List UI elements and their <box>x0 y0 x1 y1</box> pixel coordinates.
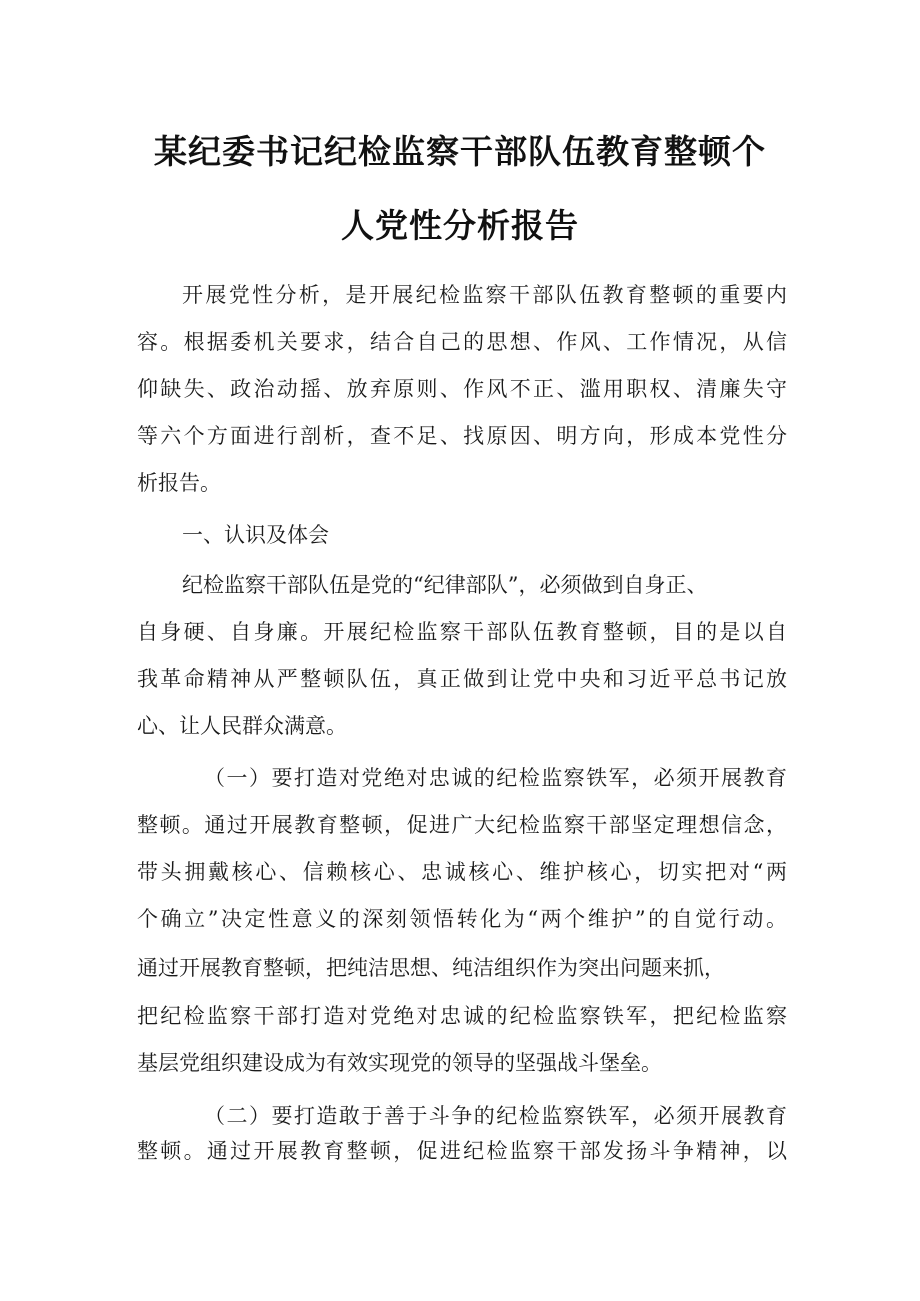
paragraph-line: 心、让人民群众满意。 <box>137 714 347 738</box>
paragraph-line: 等六个方面进行剖析，查不足、找原因、明方向，形成本党性分 <box>137 424 787 448</box>
paragraph-line: 开展党性分析，是开展纪检监察干部队伍教育整顿的重要内 <box>182 283 787 307</box>
paragraph-line: 基层党组织建设成为有效实现党的领导的坚强战斗堡垒。 <box>137 1051 662 1075</box>
paragraph-line: 容。根据委机关要求，结合自己的思想、作风、工作情况，从信 <box>137 330 787 354</box>
paragraph-line: 仰缺失、政治动摇、放弃原则、作风不正、滥用职权、清廉失守 <box>137 377 787 401</box>
section-heading: 一、认识及体会 <box>182 523 329 547</box>
subsection-line: （二）要打造敢于善于斗争的纪检监察铁军，必须开展教育 <box>204 1104 787 1128</box>
paragraph-line: 析报告。 <box>137 471 221 495</box>
paragraph-line: 把纪检监察干部打造对党绝对忠诚的纪检监察铁军，把纪检监察 <box>137 1004 787 1028</box>
subsection-line: （一）要打造对党绝对忠诚的纪检监察铁军，必须开展教育 <box>204 766 787 790</box>
paragraph-line: 我革命精神从严整顿队伍，真正做到让党中央和习近平总书记放 <box>137 667 787 691</box>
document-title-line-2: 人党性分析报告 <box>341 206 579 245</box>
paragraph-line: 个确立”决定性意义的深刻领悟转化为“两个维护”的自觉行动。 <box>137 907 787 931</box>
document-title-line-1: 某纪委书记纪检监察干部队伍教育整顿个 <box>154 132 766 171</box>
paragraph-line: 纪检监察干部队伍是党的“纪律部队”，必须做到自身正、 <box>182 573 708 597</box>
paragraph-line: 整顿。通过开展教育整顿，促进广大纪检监察干部坚定理想信念， <box>137 813 787 837</box>
paragraph-line: 自身硬、自身廉。开展纪检监察干部队伍教育整顿，目的是以自 <box>137 620 787 644</box>
paragraph-line: 带头拥戴核心、信赖核心、忠诚核心、维护核心，切实把对“两 <box>137 860 787 884</box>
paragraph-line: 整顿。通过开展教育整顿，促进纪检监察干部发扬斗争精神，以 <box>137 1139 787 1163</box>
paragraph-line: 通过开展教育整顿，把纯洁思想、纯洁组织作为突出问题来抓， <box>137 956 725 980</box>
